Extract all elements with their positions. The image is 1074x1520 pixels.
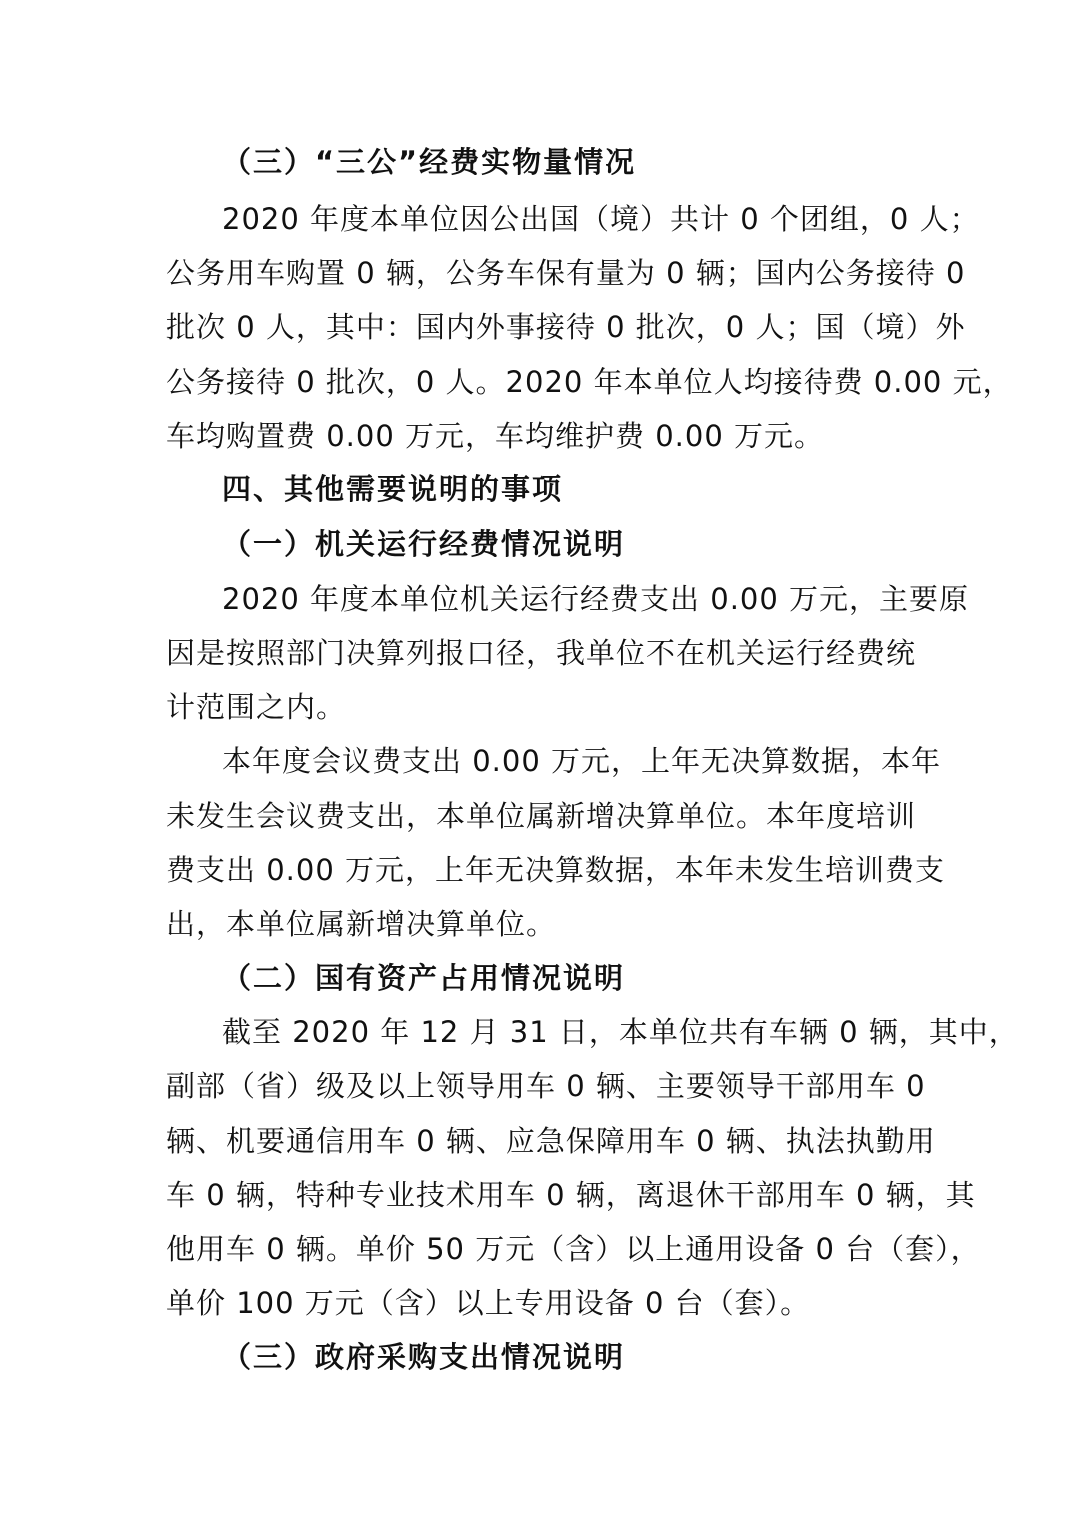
section-heading-other-matters: 四、其他需要说明的事项 bbox=[222, 472, 564, 506]
paragraph-line: 批次 0 人，其中：国内外事接待 0 批次，0 人；国（境）外 bbox=[166, 310, 966, 344]
paragraph-line: 单价 100 万元（含）以上专用设备 0 台（套）。 bbox=[166, 1286, 811, 1320]
paragraph-line: 费支出 0.00 万元，上年无决算数据，本年未发生培训费支 bbox=[166, 853, 946, 887]
paragraph-line: 未发生会议费支出，本单位属新增决算单位。本年度培训 bbox=[166, 799, 917, 833]
paragraph-line: 2020 年度本单位因公出国（境）共计 0 个团组，0 人； bbox=[222, 202, 980, 236]
paragraph-line: 计范围之内。 bbox=[166, 690, 347, 724]
paragraph-line: 公务接待 0 批次，0 人。2020 年本单位人均接待费 0.00 元， bbox=[166, 365, 1013, 399]
paragraph-line: 公务用车购置 0 辆，公务车保有量为 0 辆；国内公务接待 0 bbox=[166, 256, 966, 290]
section-heading-operating-expenses: （一）机关运行经费情况说明 bbox=[222, 527, 626, 561]
paragraph-line: 本年度会议费支出 0.00 万元，上年无决算数据，本年 bbox=[222, 744, 942, 778]
paragraph-line: 辆、机要通信用车 0 辆、应急保障用车 0 辆、执法执勤用 bbox=[166, 1124, 936, 1158]
paragraph-line: 因是按照部门决算列报口径，我单位不在机关运行经费统 bbox=[166, 636, 917, 670]
paragraph-line: 他用车 0 辆。单价 50 万元（含）以上通用设备 0 台（套）， bbox=[166, 1232, 981, 1266]
paragraph-line: 2020 年度本单位机关运行经费支出 0.00 万元，主要原 bbox=[222, 582, 970, 616]
section-heading-three-public-quantity: （三）“三公”经费实物量情况 bbox=[222, 145, 637, 179]
paragraph-line: 截至 2020 年 12 月 31 日，本单位共有车辆 0 辆，其中， bbox=[222, 1015, 1019, 1049]
section-heading-state-assets: （二）国有资产占用情况说明 bbox=[222, 961, 626, 995]
paragraph-line: 车 0 辆，特种专业技术用车 0 辆，离退休干部用车 0 辆，其 bbox=[166, 1178, 976, 1212]
paragraph-line: 车均购置费 0.00 万元，车均维护费 0.00 万元。 bbox=[166, 419, 825, 453]
paragraph-line: 副部（省）级及以上领导用车 0 辆、主要领导干部用车 0 bbox=[166, 1069, 926, 1103]
section-heading-government-procurement: （三）政府采购支出情况说明 bbox=[222, 1340, 626, 1374]
paragraph-line: 出，本单位属新增决算单位。 bbox=[166, 907, 557, 941]
